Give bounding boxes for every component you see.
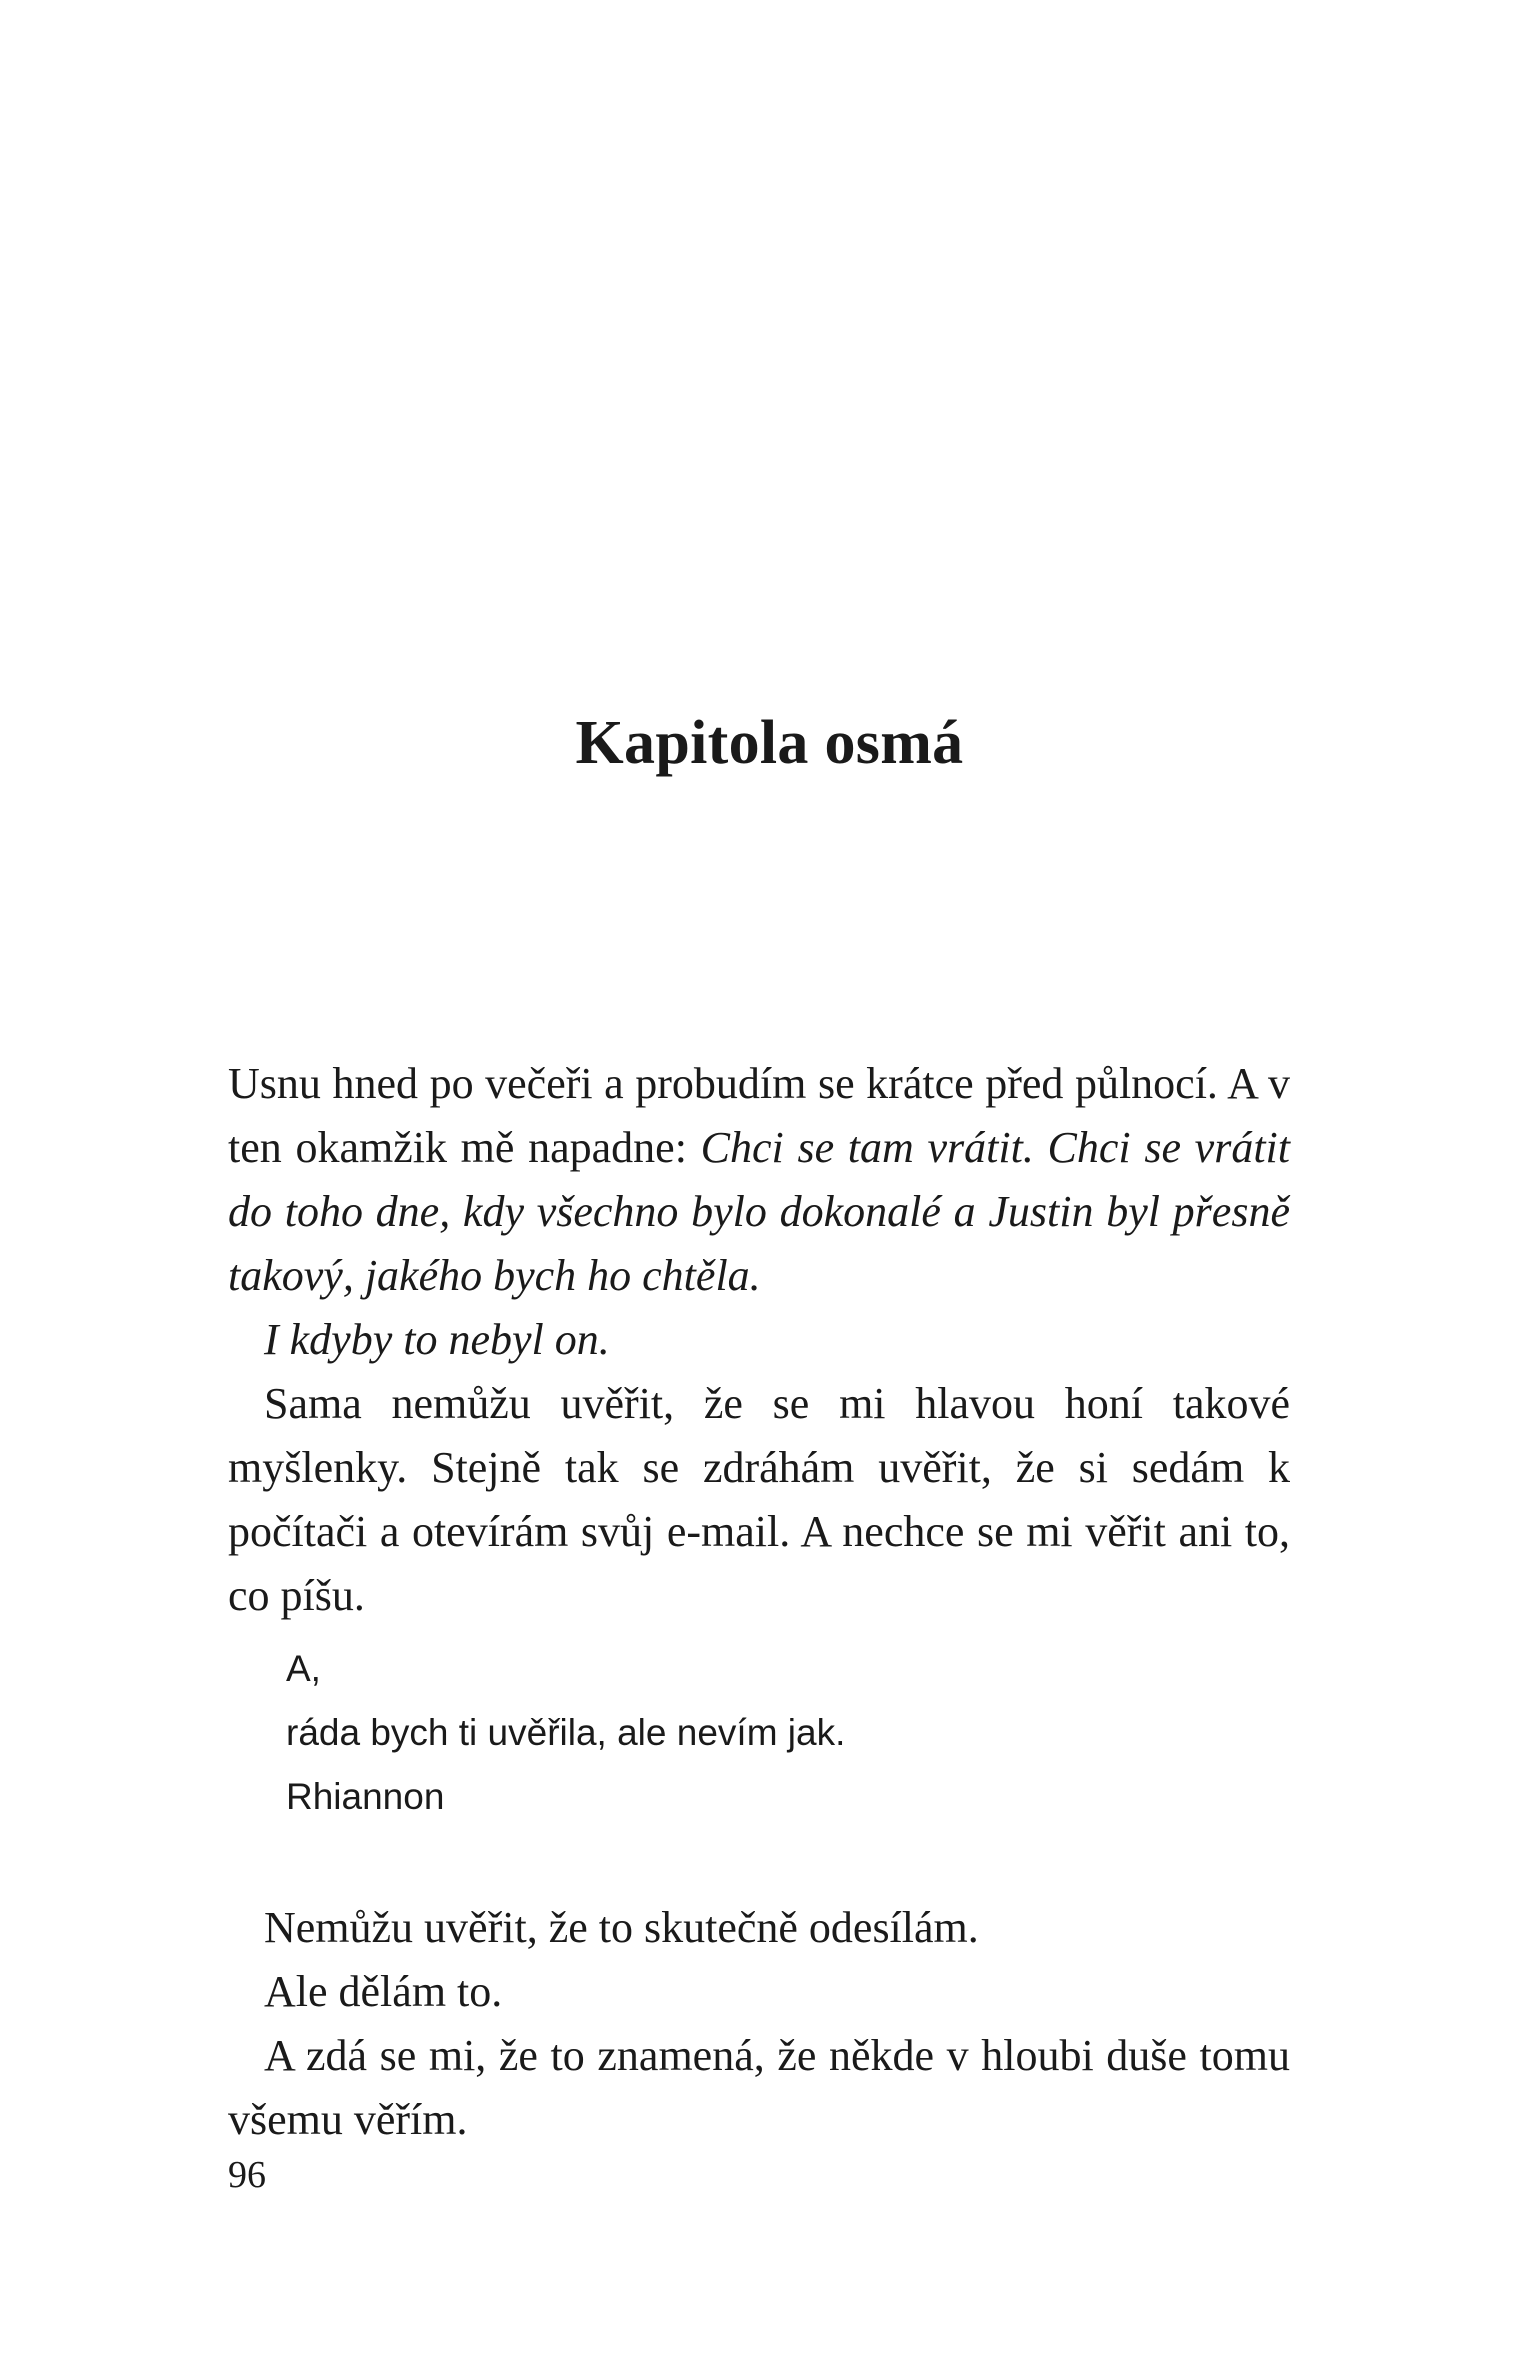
paragraph-text: Ale dělám to. (264, 1967, 503, 2016)
paragraph (228, 1052, 1290, 1308)
paragraph-text: A zdá se mi, že to znamená, že někde v hloubi duše tomu všemu věřím. (228, 2031, 1290, 2144)
paragraph (228, 1896, 1290, 1960)
paragraph (228, 1372, 1290, 1628)
chapter-title: Kapitola osmá (575, 709, 964, 777)
italic-thought: I kdyby to nebyl on. (264, 1315, 610, 1364)
body-text-lower (228, 1896, 1290, 2152)
paragraph (228, 1960, 1290, 2024)
page-number: 96 (228, 2154, 266, 2196)
email-signature: Rhiannon (286, 1776, 445, 1817)
paragraph (228, 1308, 1290, 1372)
paragraph-text: Sama nemůžu uvěřit, že se mi hlavou honí takové myšlenky. Stejně tak se zdráhám uvěřit, že si sedám k počítači a otevírám svůj e-mail. A nechce se mi věřit ani to, co píšu. (228, 1379, 1290, 1620)
body-text-upper (228, 1052, 1290, 1628)
paragraph (228, 2024, 1290, 2152)
italic-thought: Chci se tam vrátit. Chci se vrátit do toho dne, kdy všechno bylo dokonalé a Justin byl přesně takový, jakého bych ho chtěla. (228, 1123, 1291, 1300)
paragraph-text: Nemůžu uvěřit, že to skutečně odesílám. (264, 1903, 979, 1952)
email-body: ráda bych ti uvěřila, ale nevím jak. (286, 1712, 846, 1753)
paragraph-text: Usnu hned po večeři a probudím se krátce před půlnocí. A v ten okamžik mě napadne: (228, 1059, 1290, 1172)
email-message (286, 1637, 845, 1829)
email-greeting: A, (286, 1648, 321, 1689)
